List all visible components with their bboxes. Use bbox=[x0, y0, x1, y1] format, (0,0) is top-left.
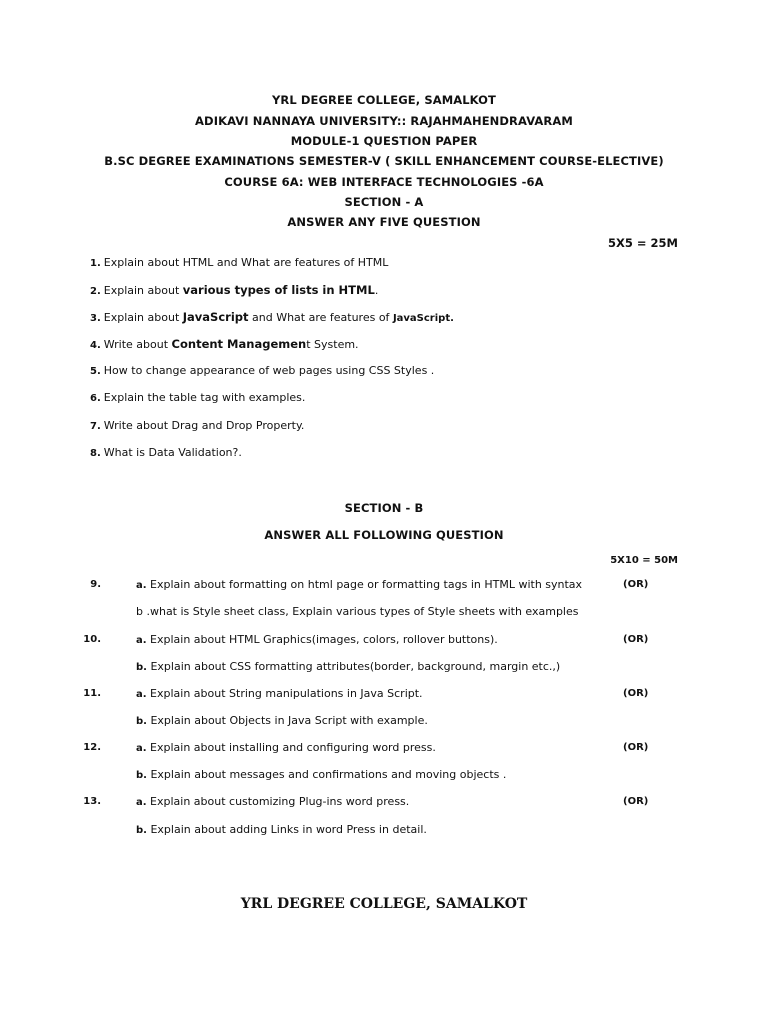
paper-title: MODULE-1 QUESTION PAPER bbox=[290, 134, 478, 148]
question-1 bbox=[90, 256, 388, 269]
question-6 bbox=[90, 391, 305, 404]
question-3 bbox=[90, 310, 454, 324]
question-text: How to change appearance of web pages using CSS Styles . bbox=[103, 364, 435, 377]
question-11-part-b bbox=[136, 714, 428, 727]
question-emphasis: various types of lists in HTML bbox=[182, 283, 375, 297]
question-number: 8. bbox=[90, 448, 101, 459]
section-b-marks: 5X10 = 50M bbox=[610, 555, 678, 566]
question-text: Explain about adding Links in word Press in detail. bbox=[146, 823, 427, 836]
question-number: 11. bbox=[83, 688, 101, 699]
question-text: and What are features of bbox=[248, 311, 393, 324]
or-label: (OR) bbox=[623, 742, 649, 753]
question-text: . bbox=[374, 284, 379, 297]
question-13-part-a bbox=[136, 795, 409, 808]
part-label: b. bbox=[136, 770, 147, 781]
question-text: Explain about HTML Graphics(images, colors, rollover buttons). bbox=[146, 633, 498, 646]
question-emphasis: JavaScript bbox=[182, 310, 249, 324]
question-number: 6. bbox=[90, 393, 101, 404]
question-13-part-b bbox=[136, 823, 427, 836]
section-b-title: SECTION - B bbox=[344, 501, 424, 515]
exam-title: B.SC DEGREE EXAMINATIONS SEMESTER-V ( SKILL ENHANCEMENT COURSE-ELECTIVE) bbox=[104, 154, 664, 168]
question-10-part-a bbox=[136, 633, 498, 646]
question-number: 10. bbox=[83, 634, 101, 645]
footer-college-name: YRL DEGREE COLLEGE, SAMALKOT bbox=[240, 896, 528, 912]
question-text: Explain about bbox=[103, 284, 183, 297]
section-a-instruction: ANSWER ANY FIVE QUESTION bbox=[287, 215, 481, 229]
question-4 bbox=[90, 337, 359, 351]
question-number: 7. bbox=[90, 421, 101, 432]
question-text: Write about Drag and Drop Property. bbox=[103, 419, 305, 432]
course-title: COURSE 6A: WEB INTERFACE TECHNOLOGIES -6A bbox=[224, 175, 544, 189]
question-number: 5. bbox=[90, 366, 101, 377]
or-label: (OR) bbox=[623, 796, 649, 807]
section-a-title: SECTION - A bbox=[344, 195, 424, 209]
university-name: ADIKAVI NANNAYA UNIVERSITY:: RAJAHMAHENDRAVARAM bbox=[195, 114, 573, 128]
college-name: YRL DEGREE COLLEGE, SAMALKOT bbox=[272, 93, 496, 107]
question-9-part-a bbox=[136, 578, 582, 591]
question-8 bbox=[90, 446, 242, 459]
question-text: Explain about messages and confirmations and moving objects . bbox=[146, 768, 507, 781]
question-number: 13. bbox=[83, 796, 101, 807]
part-label: a. bbox=[136, 689, 147, 700]
question-number: 3. bbox=[90, 313, 101, 324]
question-number: 2. bbox=[90, 286, 101, 297]
part-label: b. bbox=[136, 716, 147, 727]
question-emphasis: JavaScript. bbox=[392, 313, 454, 324]
section-a-marks: 5X5 = 25M bbox=[608, 236, 678, 250]
question-text: Explain the table tag with examples. bbox=[103, 391, 306, 404]
question-number: 9. bbox=[90, 579, 101, 590]
question-10-part-b bbox=[136, 660, 560, 673]
question-5 bbox=[90, 364, 434, 377]
or-label: (OR) bbox=[623, 634, 649, 645]
question-number: 12. bbox=[83, 742, 101, 753]
question-text: Explain about CSS formatting attributes(border, background, margin etc.,) bbox=[146, 660, 561, 673]
question-11-part-a bbox=[136, 687, 423, 700]
question-12-part-a bbox=[136, 741, 436, 754]
question-text: Explain about Objects in Java Script with example. bbox=[146, 714, 428, 727]
part-label: a. bbox=[136, 635, 147, 646]
part-label: b. bbox=[136, 662, 147, 673]
question-text: Explain about formatting on html page or formatting tags in HTML with syntax bbox=[146, 578, 583, 591]
or-label: (OR) bbox=[623, 579, 649, 590]
question-2 bbox=[90, 283, 378, 297]
question-9-part-b bbox=[136, 605, 579, 618]
question-text: Explain about customizing Plug-ins word press. bbox=[146, 795, 410, 808]
question-12-part-b bbox=[136, 768, 506, 781]
part-label: a. bbox=[136, 580, 147, 591]
part-label: a. bbox=[136, 743, 147, 754]
question-text: b .what is Style sheet class, Explain various types of Style sheets with examples bbox=[136, 605, 579, 618]
question-number: 1. bbox=[90, 258, 101, 269]
question-7 bbox=[90, 419, 304, 432]
question-text: What is Data Validation?. bbox=[103, 446, 242, 459]
question-text: Explain about installing and configuring word press. bbox=[146, 741, 436, 754]
section-b-instruction: ANSWER ALL FOLLOWING QUESTION bbox=[264, 528, 504, 542]
question-text: Explain about bbox=[103, 311, 183, 324]
question-text: Explain about String manipulations in Java Script. bbox=[146, 687, 423, 700]
question-number: 4. bbox=[90, 340, 101, 351]
question-text: Write about bbox=[103, 338, 172, 351]
part-label: a. bbox=[136, 797, 147, 808]
question-text: t System. bbox=[306, 338, 359, 351]
question-text: Explain about HTML and What are features of HTML bbox=[103, 256, 389, 269]
question-emphasis: Content Managemen bbox=[171, 337, 307, 351]
or-label: (OR) bbox=[623, 688, 649, 699]
part-label: b. bbox=[136, 825, 147, 836]
